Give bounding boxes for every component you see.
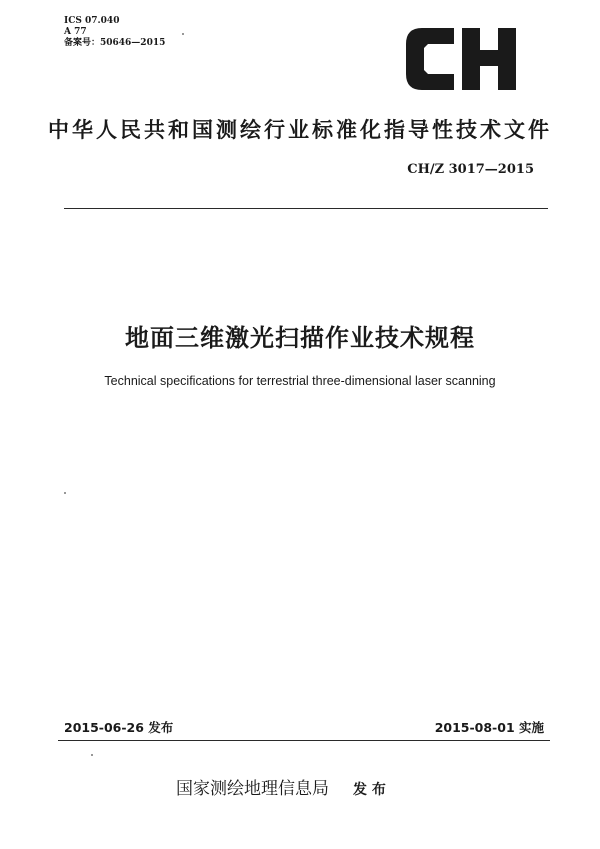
publisher-name: 国家测绘地理信息局 [176, 779, 329, 799]
document-title-en: Technical specifications for terrestrial three-dimensional laser scanning [104, 374, 496, 388]
document-number: CH/Z 3017—2015 [407, 162, 534, 177]
classification-block [64, 16, 165, 49]
scan-speck [64, 492, 66, 494]
ch-standard-logo-icon [402, 22, 520, 96]
issue-date: 2015-06-26 发布 [64, 720, 174, 735]
org-title: 中华人民共和国测绘行业标准化指导性技术文件 [48, 118, 552, 142]
category-code: A 77 [64, 27, 87, 37]
scan-speck [182, 33, 184, 35]
top-divider [64, 208, 548, 209]
scan-speck [91, 754, 93, 756]
record-number: 备案号：50646—2015 [64, 38, 166, 48]
ics-code: ICS 07.040 [64, 16, 120, 26]
document-title-cn: 地面三维激光扫描作业技术规程 [125, 324, 475, 352]
publisher-action: 发 布 [353, 782, 386, 798]
effective-date: 2015-08-01 实施 [434, 720, 544, 735]
publisher [176, 774, 386, 799]
bottom-divider [58, 740, 550, 741]
